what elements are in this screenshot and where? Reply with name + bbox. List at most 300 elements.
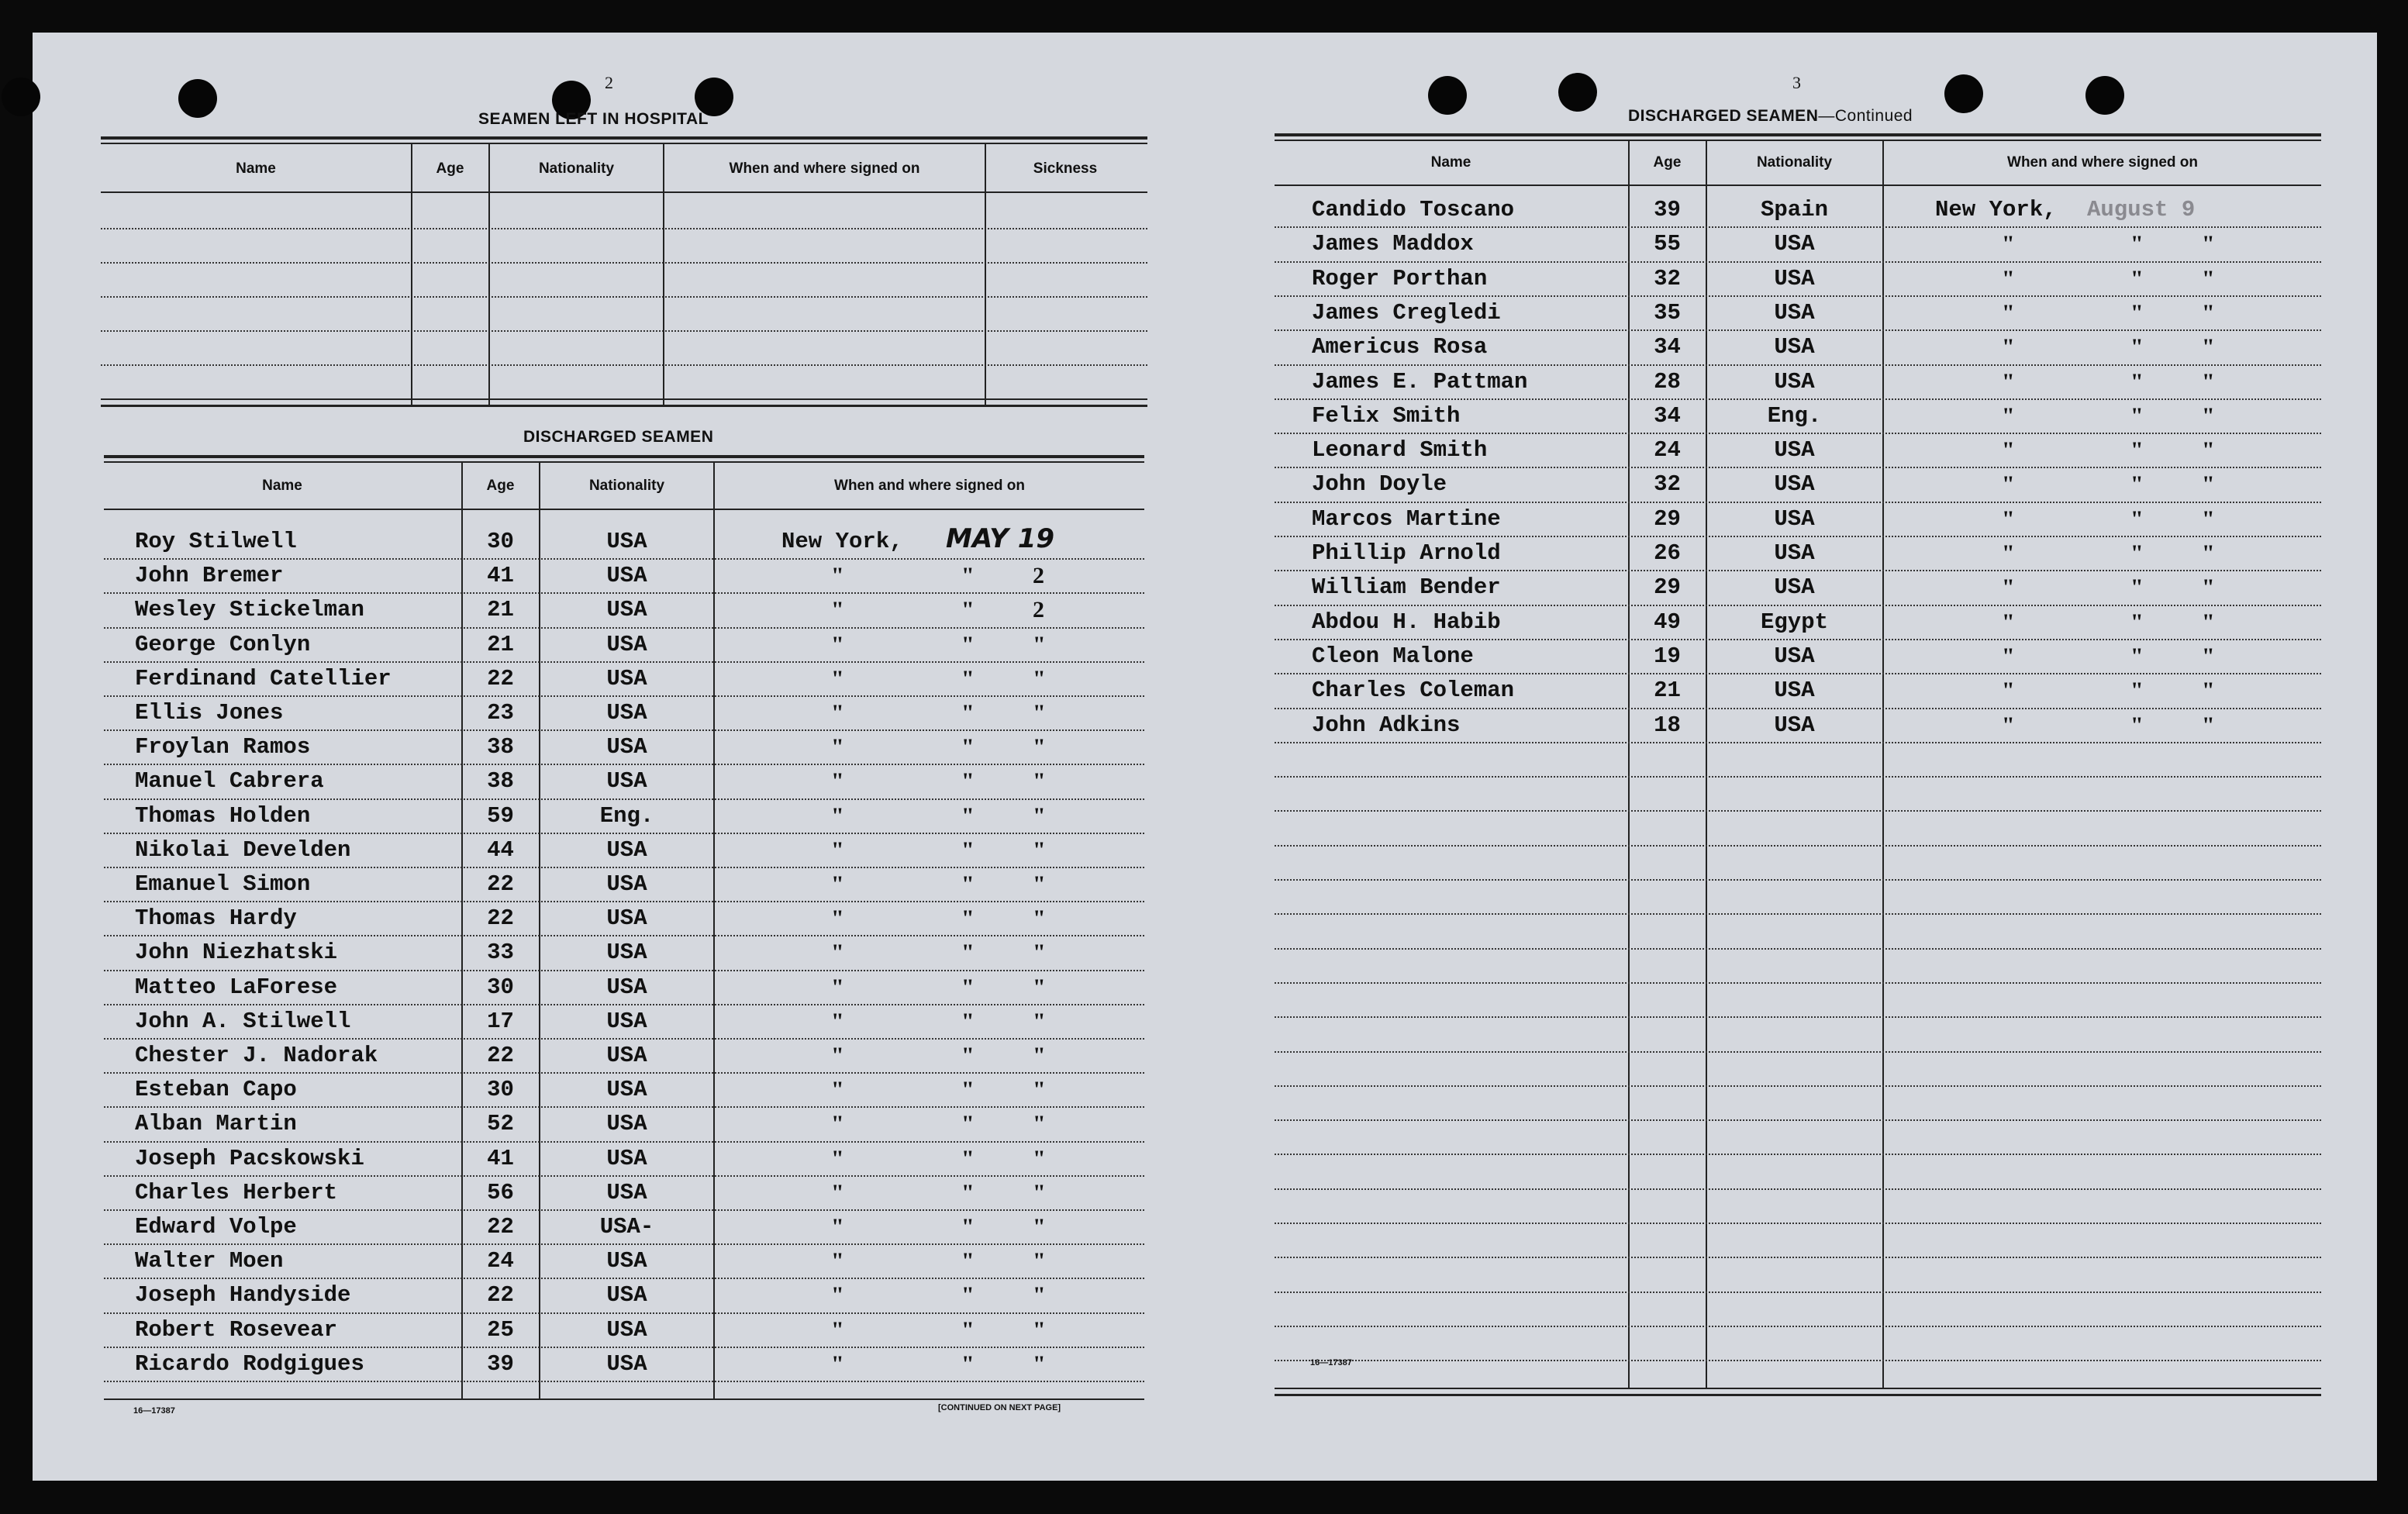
seaman-nationality: Spain <box>1760 197 1828 222</box>
ditto-mark: " <box>2130 505 2144 532</box>
row-line <box>104 764 1144 765</box>
signed-on-place: New York, <box>1935 197 2057 222</box>
seaman-name: Emanuel Simon <box>135 871 311 897</box>
ditto-mark: " <box>2130 437 2144 464</box>
row-line <box>1275 948 2321 950</box>
seaman-age: 21 <box>1654 678 1681 704</box>
hospital-header-signed-on: When and where signed on <box>729 160 920 177</box>
seaman-name: Wesley Stickelman <box>135 597 364 623</box>
ditto-mark: " <box>961 700 975 726</box>
ditto-mark: " <box>961 1043 975 1068</box>
seaman-age: 55 <box>1654 231 1681 257</box>
seaman-name: Ricardo Rodgigues <box>135 1350 364 1377</box>
ditto-mark: " <box>2002 540 2015 566</box>
discharged-header-signed-on: When and where signed on <box>834 478 1025 494</box>
row-line <box>104 1106 1144 1108</box>
row-line <box>1275 776 2321 778</box>
ditto-mark: " <box>2130 402 2144 429</box>
seaman-nationality: USA <box>606 940 647 966</box>
row-line <box>1275 329 2321 331</box>
discharged-header-nationality: Nationality <box>588 478 665 494</box>
ditto-mark: " <box>1033 734 1046 760</box>
ditto-mark: " <box>2202 678 2215 704</box>
ditto-mark: " <box>2130 609 2144 635</box>
form-number-left: 16—17387 <box>133 1406 175 1416</box>
ditto-mark: " <box>1033 768 1046 795</box>
ditto-mark: " <box>961 631 975 657</box>
ditto-mark: " <box>2130 299 2144 326</box>
seaman-name: Marcos Martine <box>1312 505 1501 532</box>
row-line <box>104 1004 1144 1005</box>
hospital-top-rule-2 <box>101 143 1147 144</box>
row-line <box>1275 1051 2321 1053</box>
row-line <box>1275 673 2321 674</box>
ditto-mark: " <box>1033 974 1046 1000</box>
hospital-row-line <box>101 262 1147 264</box>
ditto-mark: " <box>2130 574 2144 601</box>
seaman-name: Alban Martin <box>135 1111 297 1137</box>
discharged-top-rule-2 <box>104 461 1144 463</box>
ditto-mark: " <box>1033 1008 1046 1034</box>
hospital-bottom-rule <box>101 398 1147 400</box>
seaman-age: 38 <box>487 734 514 760</box>
ditto-mark: " <box>2002 437 2015 464</box>
right-top-rule-2 <box>1275 140 2321 141</box>
ditto-mark: " <box>831 871 844 897</box>
ditto-mark: " <box>2002 368 2015 395</box>
ditto-mark: " <box>2202 402 2215 429</box>
row-line <box>1275 398 2321 400</box>
ditto-mark: " <box>831 836 844 863</box>
row-line <box>1275 467 2321 468</box>
seaman-nationality: USA <box>1774 299 1815 326</box>
seaman-name: Roger Porthan <box>1312 265 1488 291</box>
ditto-mark: " <box>1033 836 1046 863</box>
right-header-age: Age <box>1653 154 1682 171</box>
seaman-name: George Conlyn <box>135 631 311 657</box>
ditto-mark: " <box>961 597 975 623</box>
row-line <box>1275 364 2321 366</box>
row-line <box>104 1038 1144 1040</box>
seaman-age: 22 <box>487 905 514 932</box>
seaman-nationality: USA <box>606 700 647 726</box>
seaman-age: 59 <box>487 802 514 829</box>
seaman-name: Manuel Cabrera <box>135 768 324 795</box>
ditto-mark: " <box>831 563 844 589</box>
row-line <box>104 1312 1144 1314</box>
seaman-name: Thomas Hardy <box>135 905 297 932</box>
ditto-mark: " <box>831 700 844 726</box>
ditto-mark: " <box>2202 505 2215 532</box>
seaman-age: 19 <box>1654 643 1681 669</box>
seaman-nationality: USA <box>1774 505 1815 532</box>
row-line <box>104 833 1144 834</box>
hospital-row-line <box>101 228 1147 229</box>
ditto-mark: 2 <box>1033 597 1044 623</box>
page-number-left: 2 <box>605 73 613 92</box>
ditto-mark: " <box>2202 231 2215 257</box>
row-line <box>1275 913 2321 915</box>
right-section-title-text: DISCHARGED SEAMEN <box>1628 107 1819 125</box>
right-bottom-rule-2 <box>1275 1394 2321 1396</box>
seaman-nationality: USA <box>1774 471 1815 498</box>
punch-hole <box>1944 74 1983 113</box>
ditto-mark: " <box>831 802 844 829</box>
ditto-mark: " <box>831 1111 844 1137</box>
row-line <box>1275 295 2321 297</box>
seaman-age: 33 <box>487 940 514 966</box>
ditto-mark: " <box>2202 334 2215 360</box>
ledger-sheet <box>33 33 2377 1481</box>
punch-hole <box>2085 76 2124 115</box>
row-line <box>1275 1085 2321 1087</box>
discharged-header-name: Name <box>262 478 302 494</box>
seaman-age: 23 <box>487 700 514 726</box>
ditto-mark: " <box>961 1248 975 1274</box>
ditto-mark: " <box>1033 905 1046 932</box>
ditto-mark: " <box>1033 1111 1046 1137</box>
seaman-nationality: USA <box>606 665 647 691</box>
seaman-nationality: USA <box>606 734 647 760</box>
ditto-mark: " <box>1033 940 1046 966</box>
ditto-mark: " <box>1033 1316 1046 1343</box>
hospital-row-line <box>101 330 1147 332</box>
ditto-mark: " <box>2002 265 2015 291</box>
seaman-age: 25 <box>487 1316 514 1343</box>
seaman-nationality: USA- <box>599 1214 654 1240</box>
ditto-mark: " <box>2130 368 2144 395</box>
seaman-age: 26 <box>1654 540 1681 566</box>
ditto-mark: " <box>2002 299 2015 326</box>
row-line <box>104 1243 1144 1245</box>
row-line <box>1275 742 2321 743</box>
ditto-mark: " <box>2130 540 2144 566</box>
ditto-mark: " <box>961 1214 975 1240</box>
right-header-nationality: Nationality <box>1756 154 1833 171</box>
seaman-age: 22 <box>487 665 514 691</box>
ditto-mark: " <box>961 940 975 966</box>
ditto-mark: " <box>831 1043 844 1068</box>
seaman-name: James Maddox <box>1312 231 1474 257</box>
seaman-age: 32 <box>1654 265 1681 291</box>
seaman-age: 18 <box>1654 712 1681 738</box>
seaman-name: James Cregledi <box>1312 299 1501 326</box>
row-line <box>1275 879 2321 881</box>
ditto-mark: " <box>1033 1350 1046 1377</box>
seaman-name: Edward Volpe <box>135 1214 297 1240</box>
row-line <box>1275 570 2321 571</box>
row-line <box>1275 1223 2321 1224</box>
seaman-name: William Bender <box>1312 574 1501 601</box>
seaman-name: James E. Pattman <box>1312 368 1528 395</box>
row-line <box>104 1347 1144 1348</box>
seaman-nationality: USA <box>606 1111 647 1137</box>
seaman-age: 22 <box>487 1214 514 1240</box>
seaman-nationality: USA <box>1774 437 1815 464</box>
seaman-nationality: USA <box>1774 540 1815 566</box>
seaman-age: 49 <box>1654 609 1681 635</box>
seaman-age: 28 <box>1654 368 1681 395</box>
right-header-name: Name <box>1430 154 1471 171</box>
hospital-col-line <box>663 143 664 405</box>
row-line <box>104 867 1144 868</box>
seaman-name: Esteban Capo <box>135 1077 297 1103</box>
row-line <box>1275 982 2321 984</box>
ditto-mark: " <box>961 1282 975 1309</box>
seaman-nationality: USA <box>606 1282 647 1309</box>
hospital-top-rule <box>101 136 1147 140</box>
row-line <box>1275 261 2321 263</box>
seaman-age: 22 <box>487 1282 514 1309</box>
signed-on-place: New York, <box>781 529 903 554</box>
seaman-name: Charles Coleman <box>1312 678 1515 704</box>
ditto-mark: " <box>961 974 975 1000</box>
row-line <box>104 798 1144 800</box>
seaman-age: 30 <box>487 1077 514 1103</box>
punch-hole <box>1428 76 1467 115</box>
punch-hole <box>1558 73 1597 112</box>
ditto-mark: " <box>831 1282 844 1309</box>
discharged-header-age: Age <box>486 478 515 494</box>
row-line <box>1275 1119 2321 1121</box>
seaman-nationality: USA <box>606 1145 647 1171</box>
hospital-bottom-rule <box>101 405 1147 407</box>
seaman-age: 34 <box>1654 402 1681 429</box>
seaman-age: 21 <box>487 631 514 657</box>
ditto-mark: " <box>961 836 975 863</box>
seaman-name: Abdou H. Habib <box>1312 609 1501 635</box>
seaman-name: Chester J. Nadorak <box>135 1043 378 1068</box>
seaman-nationality: USA <box>606 1008 647 1034</box>
ditto-mark: " <box>2202 712 2215 738</box>
seaman-name: Phillip Arnold <box>1312 540 1501 566</box>
seaman-nationality: USA <box>606 768 647 795</box>
seaman-age: 38 <box>487 768 514 795</box>
row-line <box>1275 1188 2321 1190</box>
row-line <box>1275 433 2321 434</box>
seaman-nationality: Eng. <box>1767 402 1822 429</box>
row-line <box>104 729 1144 731</box>
row-line <box>1275 810 2321 812</box>
seaman-age: 56 <box>487 1179 514 1205</box>
row-line <box>1275 1154 2321 1155</box>
signed-on-date: August 9 <box>2087 197 2196 222</box>
ditto-mark: " <box>1033 631 1046 657</box>
row-line <box>104 627 1144 629</box>
seaman-nationality: USA <box>606 1248 647 1274</box>
seaman-age: 17 <box>487 1008 514 1034</box>
discharged-header-rule <box>104 509 1144 510</box>
discharged-bottom-rule <box>104 1398 1144 1400</box>
ditto-mark: " <box>831 1008 844 1034</box>
ditto-mark: " <box>831 1214 844 1240</box>
seaman-nationality: USA <box>606 1043 647 1068</box>
seaman-age: 24 <box>1654 437 1681 464</box>
seaman-nationality: USA <box>1774 678 1815 704</box>
ditto-mark: " <box>961 1316 975 1343</box>
row-line <box>104 1278 1144 1279</box>
ditto-mark: " <box>961 1077 975 1103</box>
seaman-name: John A. Stilwell <box>135 1008 351 1034</box>
seaman-nationality: USA <box>606 631 647 657</box>
ditto-mark: " <box>831 1248 844 1274</box>
ditto-mark: " <box>2130 334 2144 360</box>
ditto-mark: " <box>2130 712 2144 738</box>
hospital-header-nationality: Nationality <box>538 160 615 177</box>
ditto-mark: " <box>831 1316 844 1343</box>
seaman-age: 44 <box>487 836 514 863</box>
row-line <box>1275 502 2321 503</box>
row-line <box>104 901 1144 902</box>
ditto-mark: " <box>2202 471 2215 498</box>
hospital-header-sickness: Sickness <box>1033 160 1098 177</box>
seaman-nationality: USA <box>606 836 647 863</box>
seaman-age: 32 <box>1654 471 1681 498</box>
hospital-row-line <box>101 296 1147 298</box>
ditto-mark: " <box>831 940 844 966</box>
ditto-mark: " <box>2202 437 2215 464</box>
row-line <box>104 695 1144 697</box>
seaman-age: 30 <box>487 529 514 554</box>
ditto-mark: " <box>831 768 844 795</box>
row-line <box>1275 845 2321 847</box>
ditto-mark: " <box>961 734 975 760</box>
seaman-nationality: USA <box>606 1077 647 1103</box>
ditto-mark: " <box>2202 643 2215 669</box>
hospital-col-line <box>411 143 412 405</box>
ditto-mark: " <box>1033 1043 1046 1068</box>
seaman-name: Ellis Jones <box>135 700 284 726</box>
hospital-header-rule <box>101 191 1147 193</box>
row-line <box>1275 605 2321 606</box>
seaman-nationality: USA <box>1774 712 1815 738</box>
ditto-mark: " <box>2130 643 2144 669</box>
ditto-mark: " <box>1033 1214 1046 1240</box>
right-section-title <box>1628 107 1913 126</box>
seaman-age: 21 <box>487 597 514 623</box>
seaman-name: Robert Rosevear <box>135 1316 338 1343</box>
seaman-nationality: USA <box>1774 643 1815 669</box>
hospital-row-line <box>101 364 1147 366</box>
row-line <box>1275 1360 2321 1361</box>
seaman-name: Candido Toscano <box>1312 197 1515 222</box>
seaman-name: Joseph Handyside <box>135 1282 351 1309</box>
row-line <box>1275 639 2321 640</box>
ditto-mark: " <box>2002 471 2015 498</box>
seaman-age: 22 <box>487 1043 514 1068</box>
row-line <box>104 1141 1144 1143</box>
seaman-name: Charles Herbert <box>135 1179 338 1205</box>
ditto-mark: " <box>2202 299 2215 326</box>
seaman-age: 34 <box>1654 334 1681 360</box>
ditto-mark: " <box>961 1008 975 1034</box>
row-line <box>104 1072 1144 1074</box>
ditto-mark: " <box>961 1179 975 1205</box>
punch-hole <box>178 79 217 118</box>
seaman-age: 30 <box>487 974 514 1000</box>
ditto-mark: " <box>1033 1248 1046 1274</box>
ditto-mark: " <box>831 1077 844 1103</box>
ditto-mark: " <box>2002 678 2015 704</box>
seaman-name: Joseph Pacskowski <box>135 1145 364 1171</box>
ditto-mark: " <box>831 974 844 1000</box>
row-line <box>104 935 1144 936</box>
seaman-nationality: Egypt <box>1760 609 1828 635</box>
form-number-right: 16—17387 <box>1310 1358 1352 1367</box>
ditto-mark: " <box>961 905 975 932</box>
row-line <box>1275 226 2321 228</box>
ditto-mark: " <box>2002 334 2015 360</box>
seaman-name: John Adkins <box>1312 712 1461 738</box>
seaman-nationality: USA <box>606 597 647 623</box>
row-line <box>104 1381 1144 1382</box>
row-line <box>1275 1326 2321 1327</box>
seaman-nationality: USA <box>1774 334 1815 360</box>
hospital-col-line <box>488 143 490 405</box>
seaman-name: John Bremer <box>135 563 284 589</box>
ditto-mark: " <box>2002 402 2015 429</box>
ditto-mark: " <box>2002 231 2015 257</box>
seaman-age: 22 <box>487 871 514 897</box>
seaman-age: 29 <box>1654 574 1681 601</box>
ditto-mark: " <box>831 631 844 657</box>
ditto-mark: " <box>2130 231 2144 257</box>
seaman-name: Leonard Smith <box>1312 437 1488 464</box>
seaman-name: Froylan Ramos <box>135 734 311 760</box>
ditto-mark: " <box>961 1350 975 1377</box>
ditto-mark: " <box>2130 678 2144 704</box>
seaman-age: 41 <box>487 1145 514 1171</box>
seaman-nationality: Eng. <box>599 802 654 829</box>
punch-hole <box>2 78 40 116</box>
row-line <box>1275 1292 2321 1293</box>
ditto-mark: " <box>961 802 975 829</box>
hospital-col-line <box>985 143 986 405</box>
seaman-name: Felix Smith <box>1312 402 1461 429</box>
ditto-mark: " <box>1033 1282 1046 1309</box>
ditto-mark: " <box>2130 265 2144 291</box>
seaman-name: Nikolai Develden <box>135 836 351 863</box>
ditto-mark: " <box>1033 871 1046 897</box>
seaman-nationality: USA <box>606 974 647 1000</box>
hospital-section-title: SEAMEN LEFT IN HOSPITAL <box>478 110 709 128</box>
hospital-header-age: Age <box>436 160 464 177</box>
discharged-top-rule <box>104 455 1144 458</box>
ditto-mark: " <box>2202 265 2215 291</box>
seaman-nationality: USA <box>606 1179 647 1205</box>
row-line <box>1275 708 2321 709</box>
row-line <box>104 558 1144 560</box>
right-col-line <box>1628 140 1630 1388</box>
row-line <box>104 970 1144 971</box>
seaman-nationality: USA <box>606 1350 647 1377</box>
seaman-name: John Niezhatski <box>135 940 338 966</box>
ditto-mark: " <box>831 1350 844 1377</box>
ditto-mark: " <box>2202 368 2215 395</box>
signed-on-date: MAY 19 <box>946 523 1055 554</box>
ditto-mark: " <box>2002 643 2015 669</box>
ditto-mark: " <box>961 1145 975 1171</box>
right-top-rule <box>1275 133 2321 136</box>
right-col-line <box>1882 140 1884 1388</box>
row-line <box>1275 536 2321 537</box>
seaman-nationality: USA <box>606 563 647 589</box>
seaman-age: 39 <box>1654 197 1681 222</box>
right-col-line <box>1706 140 1707 1388</box>
seaman-age: 24 <box>487 1248 514 1274</box>
hospital-header-name: Name <box>236 160 276 177</box>
right-section-title-suffix: —Continued <box>1818 107 1913 125</box>
